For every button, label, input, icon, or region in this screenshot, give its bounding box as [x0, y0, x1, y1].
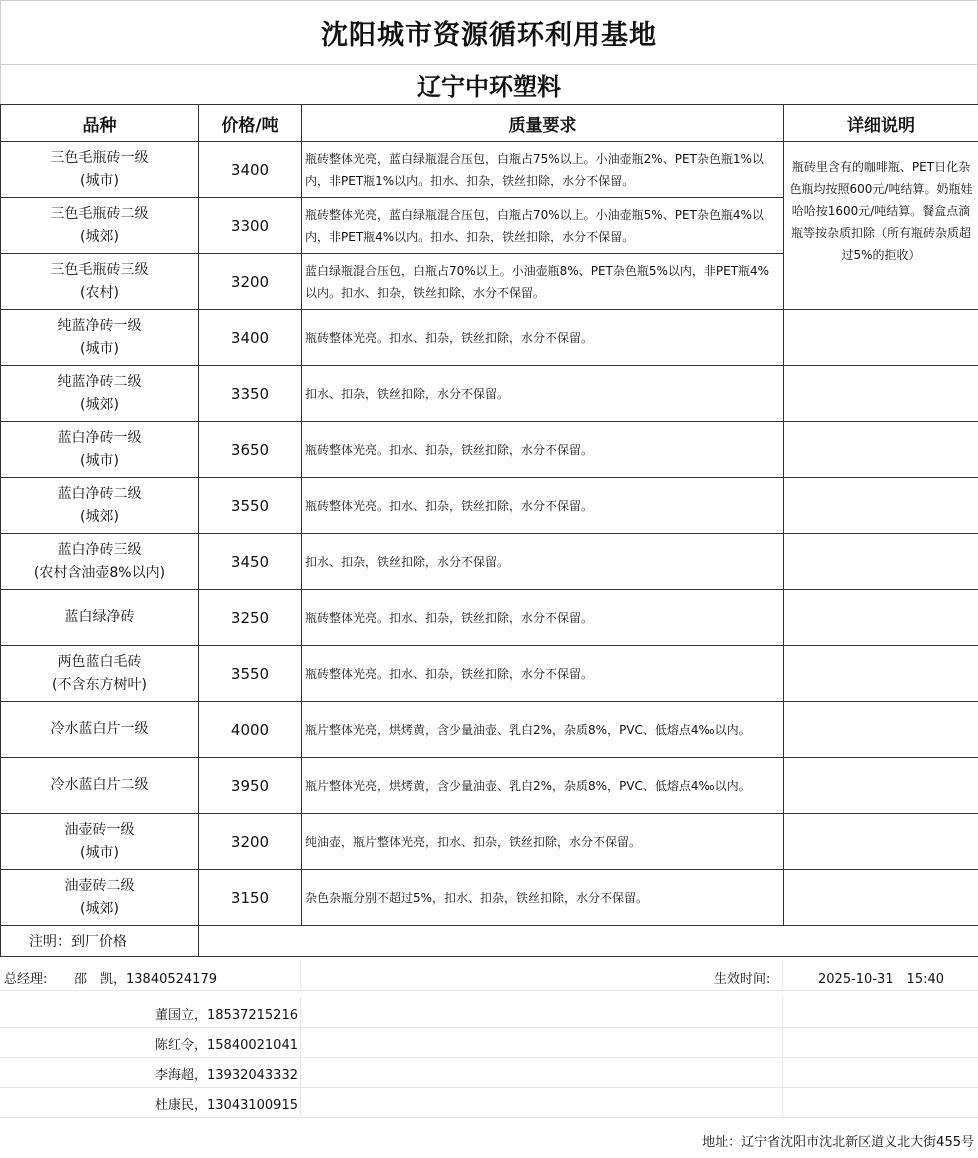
detail-empty-cell — [784, 534, 978, 590]
table-row — [1, 702, 978, 758]
manager-contact: 邵 凯，13840524179 — [74, 972, 217, 987]
variety-name: 蓝白净砖三级 — [57, 541, 142, 558]
table-row — [1, 366, 978, 422]
variety-region: (农村含油壶8%以内) — [33, 564, 166, 581]
manager-label: 总经理: — [4, 972, 48, 987]
variety-cell — [1, 870, 199, 926]
table-row — [1, 478, 978, 534]
variety-cell — [1, 814, 199, 870]
variety-name: 三色毛瓶砖一级 — [50, 149, 149, 166]
detail-empty-cell — [784, 310, 978, 366]
detail-empty-cell — [784, 870, 978, 926]
quality-cell: 瓶砖整体光亮。扣水、扣杂，铁丝扣除，水分不保留。 — [302, 478, 784, 534]
table-row — [1, 590, 978, 646]
contact-phone: 杜康民，13043100915 — [155, 1098, 298, 1113]
variety-region: (城市) — [80, 340, 119, 357]
quality-cell: 蓝白绿瓶混合压包，白瓶占70%以上。小油壶瓶8%、PET杂色瓶5%以内，非PET瓶4%以内。扣水、扣杂，铁丝扣除，水分不保留。 — [302, 254, 784, 310]
table-header-row — [1, 105, 978, 142]
price-cell: 3350 — [199, 366, 302, 422]
price-cell: 3650 — [199, 422, 302, 478]
variety-region: (不含东方树叶) — [52, 676, 147, 693]
variety-cell — [1, 590, 199, 646]
variety-name: 纯蓝净砖二级 — [57, 373, 142, 390]
variety-name: 两色蓝白毛砖 — [57, 653, 142, 670]
variety-cell — [1, 758, 199, 814]
quality-cell: 瓶砖整体光亮，蓝白绿瓶混合压包，白瓶占70%以上。小油壶瓶5%、PET杂色瓶4%以内，非PET瓶4%以内。扣水、扣杂，铁丝扣除，水分不保留。 — [302, 198, 784, 254]
detail-empty-cell — [784, 758, 978, 814]
note-empty-cell — [199, 926, 978, 957]
variety-cell — [1, 534, 199, 590]
price-cell: 3950 — [199, 758, 302, 814]
quality-cell: 瓶砖整体光亮。扣水、扣杂，铁丝扣除，水分不保留。 — [302, 422, 784, 478]
quality-cell: 瓶砖整体光亮，蓝白绿瓶混合压包，白瓶占75%以上。小油壶瓶2%、PET杂色瓶1%以内，非PET瓶1%以内。扣水、扣杂，铁丝扣除，水分不保留。 — [302, 142, 784, 198]
variety-cell — [1, 366, 199, 422]
detail-empty-cell — [784, 366, 978, 422]
variety-name: 纯蓝净砖一级 — [57, 317, 142, 334]
variety-region: (城郊) — [80, 900, 119, 917]
contact-row — [0, 997, 978, 1028]
quality-cell: 扣水、扣杂，铁丝扣除，水分不保留。 — [302, 534, 784, 590]
price-cell: 3200 — [199, 254, 302, 310]
table-row — [1, 310, 978, 366]
variety-region: (农村) — [80, 284, 119, 301]
detail-cell: 瓶砖里含有的咖啡瓶、PET日化杂色瓶均按照600元/吨结算。奶瓶娃哈哈按1600元/吨结算。餐盒点滴瓶等按杂质扣除（所有瓶砖杂质超过5%的拒收） — [784, 142, 978, 310]
quality-cell: 纯油壶，瓶片整体光亮，扣水、扣杂，铁丝扣除，水分不保留。 — [302, 814, 784, 870]
variety-cell — [1, 198, 199, 254]
variety-cell — [1, 254, 199, 310]
contact-phone: 李海超，13932043332 — [155, 1068, 298, 1083]
price-cell: 3450 — [199, 534, 302, 590]
contact-row — [0, 1027, 978, 1058]
quality-cell: 瓶片整体光亮，烘烤黄，含少量油壶、乳白2%，杂质8%，PVC、低熔点4‰以内。 — [302, 702, 784, 758]
detail-empty-cell — [784, 702, 978, 758]
effective-time-label: 生效时间: — [714, 972, 771, 987]
quality-cell: 瓶砖整体光亮。扣水、扣杂，铁丝扣除，水分不保留。 — [302, 646, 784, 702]
quality-cell: 瓶片整体光亮，烘烤黄，含少量油壶、乳白2%，杂质8%，PVC、低熔点4‰以内。 — [302, 758, 784, 814]
factory-price-note: 注明：到厂价格 — [1, 926, 199, 957]
quality-cell: 杂色杂瓶分别不超过5%，扣水、扣杂，铁丝扣除，水分不保留。 — [302, 870, 784, 926]
table-row — [1, 142, 978, 198]
address-row — [0, 1122, 978, 1152]
price-cell: 3550 — [199, 478, 302, 534]
variety-name: 油壶砖二级 — [64, 877, 135, 894]
price-cell: 3150 — [199, 870, 302, 926]
contact-row — [0, 1087, 978, 1118]
variety-region: (城市) — [80, 452, 119, 469]
price-cell: 3550 — [199, 646, 302, 702]
variety-region: (城市) — [80, 844, 119, 861]
variety-region: (城郊) — [80, 508, 119, 525]
header-quality: 质量要求 — [302, 105, 784, 142]
price-cell: 3400 — [199, 142, 302, 198]
variety-name: 蓝白绿净砖 — [64, 609, 135, 625]
detail-empty-cell — [784, 814, 978, 870]
table-row — [1, 814, 978, 870]
variety-name: 三色毛瓶砖三级 — [50, 261, 149, 278]
variety-region: (城郊) — [80, 396, 119, 413]
quality-cell: 扣水、扣杂，铁丝扣除，水分不保留。 — [302, 366, 784, 422]
quality-cell: 瓶砖整体光亮。扣水、扣杂，铁丝扣除，水分不保留。 — [302, 310, 784, 366]
detail-empty-cell — [784, 646, 978, 702]
header-price: 价格/吨 — [199, 105, 302, 142]
variety-cell — [1, 646, 199, 702]
price-table — [0, 104, 978, 957]
variety-cell — [1, 702, 199, 758]
contact-phone: 陈红令，15840021041 — [155, 1038, 298, 1053]
note-row — [1, 926, 978, 957]
variety-name: 三色毛瓶砖二级 — [50, 205, 149, 222]
price-cell: 4000 — [199, 702, 302, 758]
variety-name: 蓝白净砖一级 — [57, 429, 142, 446]
contact-row — [0, 1057, 978, 1088]
header-detail: 详细说明 — [784, 105, 978, 142]
variety-cell — [1, 142, 199, 198]
price-cell: 3300 — [199, 198, 302, 254]
effective-time-value: 2025-10-31 15:40 — [818, 972, 945, 987]
price-cell: 3200 — [199, 814, 302, 870]
table-row — [1, 534, 978, 590]
contact-phone: 董国立，18537215216 — [155, 1008, 298, 1023]
table-row — [1, 646, 978, 702]
detail-empty-cell — [784, 478, 978, 534]
manager-row — [0, 960, 978, 991]
variety-name: 冷水蓝白片二级 — [50, 777, 149, 793]
quality-cell: 瓶砖整体光亮。扣水、扣杂，铁丝扣除，水分不保留。 — [302, 590, 784, 646]
variety-cell — [1, 478, 199, 534]
variety-cell — [1, 422, 199, 478]
price-cell: 3400 — [199, 310, 302, 366]
detail-empty-cell — [784, 422, 978, 478]
price-cell: 3250 — [199, 590, 302, 646]
header-variety: 品种 — [1, 105, 199, 142]
page-title: 沈阳城市资源循环利用基地 — [0, 0, 978, 65]
variety-region: (城郊) — [80, 228, 119, 245]
detail-empty-cell — [784, 590, 978, 646]
variety-region: (城市) — [80, 172, 119, 189]
address: 地址：辽宁省沈阳市沈北新区道义北大街455号 — [702, 1135, 974, 1150]
table-row — [1, 422, 978, 478]
table-row — [1, 758, 978, 814]
variety-name: 油壶砖一级 — [64, 821, 135, 838]
variety-name: 蓝白净砖二级 — [57, 485, 142, 502]
table-row — [1, 870, 978, 926]
company-name: 辽宁中环塑料 — [0, 64, 978, 104]
variety-name: 冷水蓝白片一级 — [50, 721, 149, 737]
variety-cell — [1, 310, 199, 366]
